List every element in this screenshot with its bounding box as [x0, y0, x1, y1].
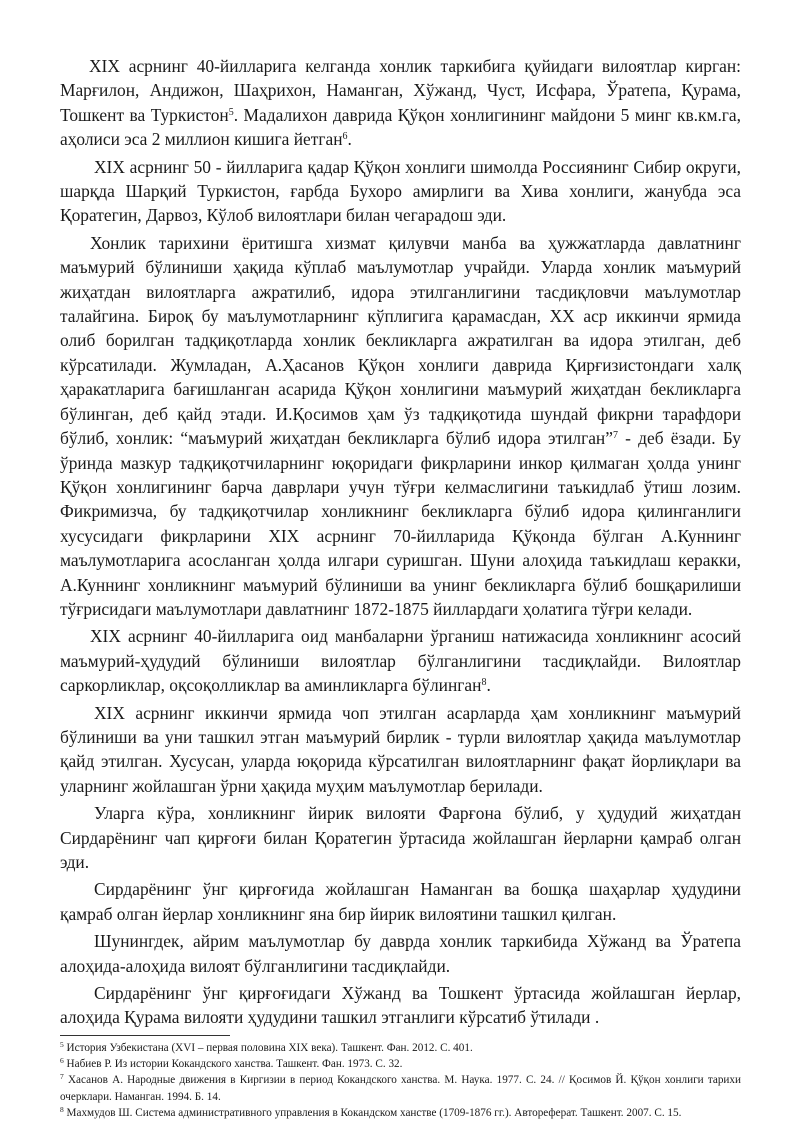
body-paragraph	[60, 981, 741, 1030]
footnote-divider	[60, 1035, 230, 1036]
body-paragraph	[60, 877, 741, 926]
footnote-text: Махмудов Ш. Система административного управления в Кокандском ханстве (1709-1876 гг.). Автореферат. Ташкент. 2007. С. 15.	[66, 1107, 682, 1120]
footnote-text: Хасанов А. Народные движения в Киргизии в период Кокандского ханства. М. Наука. 1977. С. 24. // Қосимов Й. Қўқон хонлиги тарихи очерклари. Наманган. 1994. Б. 14.	[60, 1074, 742, 1103]
paragraph-text: .	[347, 129, 352, 150]
body-paragraph	[60, 801, 741, 874]
footnote	[60, 1072, 741, 1105]
footnote-number: 6	[60, 1056, 64, 1066]
footnote	[60, 1056, 741, 1072]
paragraph-text: Уларга кўра, хонликнинг йирик вилояти Фарғона бўлиб, у ҳудудий жиҳатдан Сирдарёнинг чап қирғоғи билан Қоратегин ўртасида жойлашган йерларни қамраб олган эди.	[60, 803, 741, 872]
footnote	[60, 1040, 741, 1056]
body-paragraph	[60, 701, 741, 799]
body-paragraph	[60, 929, 741, 978]
body-paragraph	[60, 231, 741, 622]
paragraph-text: XIX асрнинг 40-йилларига оид манбаларни ўрганиш натижасида хонликнинг асосий маъмурий-ҳудудий бўлиниши вилоятлар бўлганлигини тасдиқлайди. Вилоятлар саркорликлар, оқсоқолликлар ва аминликларга бўлинган	[60, 626, 741, 696]
body-paragraph	[60, 624, 741, 697]
paragraph-text: Сирдарёнинг ўнг қирғоғида жойлашган Наманган ва бошқа шаҳарлар ҳудудини қамраб олган йерлар хонликнинг яна бир йирик вилоятини ташкил қилган.	[60, 879, 741, 924]
paragraph-text: XIX асрнинг 40-йилларига келганда хонлик таркибига қуйидаги вилоятлар кирган: Марғилон, Андижон, Шаҳрихон, Наманган, Хўжанд, Чуст, Исфара, Ўратепа, Қурама, Тошкент ва Туркистон	[60, 56, 741, 125]
paragraph-text: XIX асрнинг 50 - йилларига қадар Қўқон хонлиги шимолда Россиянинг Сибир округи, шарқда Шарқий Туркистон, ғарбда Бухоро амирлиги ва Хива хонлиги, жанубда эса Қоратегин, Дарвоз, Кўлоб вилоятлари билан чегарадош эди.	[60, 156, 741, 226]
footnote-number: 7	[60, 1072, 64, 1082]
paragraph-text: Хонлик тарихини ёритишга хизмат қилувчи манба ва ҳужжатларда давлатнинг маъмурий бўлиниши ҳақида кўплаб маълумотлар учрайди. Уларда хонлик маъмурий жиҳатдан вилоятларга ажратилиб, идора этилганлигини тасдиқловчи маълумотлар талайгина. Бироқ бу маълумотларнинг кўплигига қарамасдан, XX аср иккинчи ярмида олиб борилган тадқиқотларда хонлик бекликларга ажратилган ва идора этилган, деб кўрсатилади. Жумладан, А.Ҳасанов Қўқон хонлиги даврида Қирғизистондаги халқ ҳаракатларига бағишланган асарида Қўқон хонлигини маъмурий жиҳатдан бекликларга бўлинган, деб қайд этади. И.Қосимов ҳам ўз тадқиқотида шундай фикрни тарафдори бўлиб, хонлик: “маъмурий жиҳатдан бекликларга бўлиб идора этилган”	[60, 232, 741, 449]
footnote-number: 5	[60, 1039, 64, 1049]
paragraph-text: Шунингдек, айрим маълумотлар бу даврда хонлик таркибида Хўжанд ва Ўратепа алоҳида-алоҳида вилоят бўлганлигини тасдиқлайди.	[60, 931, 741, 976]
footnote-ref: 7	[612, 430, 618, 442]
paragraph-text: Сирдарёнинг ўнг қирғоғидаги Хўжанд ва Тошкент ўртасида жойлашган йерлар, алоҳида Қурама вилояти ҳудудини ташкил этганлиги кўрсатиб ўтилади .	[60, 983, 741, 1028]
document-page	[60, 54, 741, 1121]
footnote-ref: 8	[481, 677, 487, 689]
footnote	[60, 1105, 741, 1121]
paragraph-text: - деб ёзади. Бу ўринда мазкур тадқиқотчиларнинг юқоридаги фикрларини инкор қилмаган ҳолда унинг Қўқон хонлигининг барча даврлари учун тўғри келмаслигини таъкидлаб ўтиш лозим. Фикримизча, бу тадқиқотчилар хонликнинг бекликларга бўлиб идора қилинганлиги хусусидаги фикрларини XIX асрнинг 70-йилларида Қўқонда бўлган А.Куннинг маълумотларига асосланган ҳолда илгари суришган. Шуни алоҳида таъкидлаш керакки, А.Куннинг хонликнинг маъмурий бўлиниши ва унинг бекликларга бўлиб бошқарилиши тўғрисидаги маълумотлари давлатнинг 1872-1875 йиллардаги ҳолатига тўғри келади.	[60, 428, 742, 619]
footnote-text: Набиев Р. Из истории Кокандского ханства. Ташкент. Фан. 1973. С. 32.	[66, 1058, 403, 1071]
footnote-ref: 6	[342, 131, 348, 143]
paragraph-text: .	[486, 675, 491, 696]
paragraph-text: XIX асрнинг иккинчи ярмида чоп этилган асарларда ҳам хонликнинг маъмурий бўлиниши ва уни ташкил этган маъмурий бирлик - турли вилоятлар ҳақида маълумотлар қайд этилган. Хусусан, уларда юқорида кўрсатилган вилоятларнинг фақат йорлиқлари ва уларнинг жойлашган ўрни ҳақида муҳим маълумотлар берилади.	[60, 702, 741, 796]
footnote-ref: 5	[228, 106, 234, 118]
body-paragraph	[60, 54, 741, 152]
footnote-number: 8	[60, 1105, 64, 1115]
paragraph-text: . Мадалихон даврида Қўқон хонлигининг майдони 5 минг кв.км.га, аҳолиси эса 2 миллион кишига йетган	[60, 104, 741, 150]
body-paragraph	[60, 155, 741, 228]
footnote-text: История Узбекистана (XVI – первая половина XIX века). Ташкент. Фан. 2012. С. 401.	[66, 1041, 473, 1054]
